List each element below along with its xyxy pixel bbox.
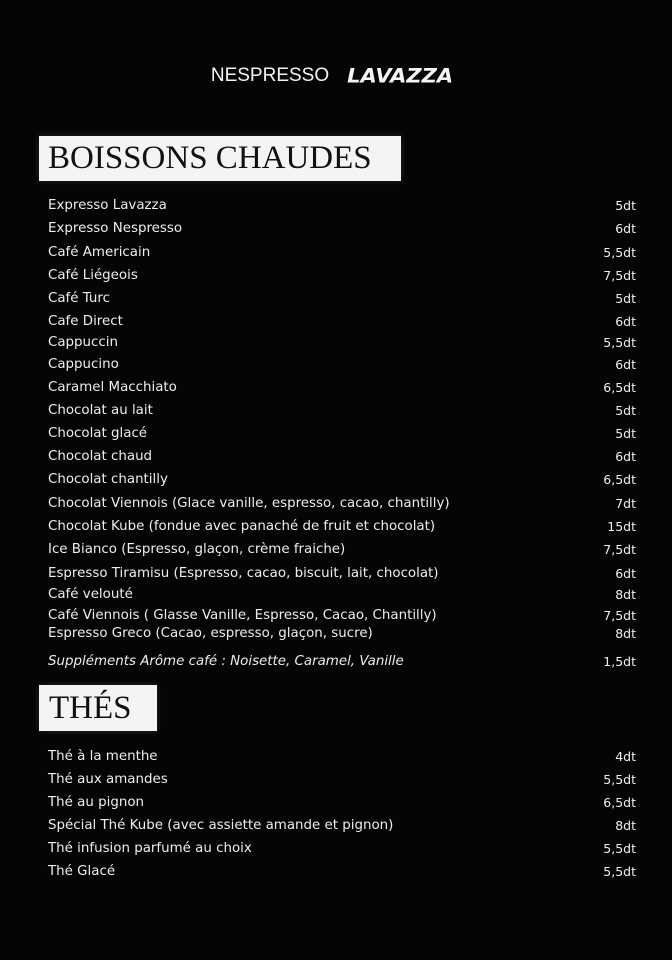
menu-item [48,421,638,441]
menu-item [48,352,638,372]
item-price: 6dt [615,566,636,581]
item-name: Caramel Macchiato [48,380,177,395]
item-price: 6,5dt [603,795,636,810]
item-price: 5,5dt [603,864,636,879]
item-name: Expresso Lavazza [48,198,167,213]
menu-item [48,813,638,833]
item-price: 8dt [615,818,636,833]
item-price: 6dt [615,357,636,372]
menu-item [48,582,638,602]
item-price: 5,5dt [603,245,636,260]
supplement-price: 1,5dt [603,654,636,669]
item-price: 5,5dt [603,841,636,856]
item-name: Café Turc [48,291,110,306]
item-price: 4dt [615,749,636,764]
item-price: 7,5dt [603,268,636,283]
menu-item [48,603,638,623]
item-name: Thé infusion parfumé au choix [48,841,252,856]
menu-item [48,240,638,260]
item-name: Spécial Thé Kube (avec assiette amande et pignon) [48,818,394,833]
menu-item [48,375,638,395]
item-price: 5,5dt [603,772,636,787]
menu-item [48,859,638,879]
menu-item [48,561,638,581]
nespresso-logo: NESPRESSO [210,65,330,86]
item-name: Espresso Tiramisu (Espresso, cacao, biscuit, lait, chocolat) [48,566,439,581]
section-title-boissons: BOISSONS CHAUDES [39,136,401,181]
item-price: 5dt [615,403,636,418]
menu-item [48,790,638,810]
lavazza-logo: LAVAZZA [347,64,454,88]
menu-item [48,467,638,487]
item-name: Café Americain [48,245,151,260]
supplement-item [48,649,638,669]
item-name: Chocolat Viennois (Glace vanille, espresso, cacao, chantilly) [48,496,450,511]
item-price: 7dt [615,496,636,511]
menu-item [48,398,638,418]
item-name: Chocolat chaud [48,449,153,464]
menu-item [48,193,638,213]
menu-item [48,286,638,306]
item-price: 6dt [615,449,636,464]
item-price: 5dt [615,291,636,306]
item-price: 6,5dt [603,380,636,395]
menu-item [48,836,638,856]
menu-item [48,744,638,764]
item-price: 7,5dt [603,608,636,623]
item-name: Thé à la menthe [48,749,158,764]
item-price: 5,5dt [603,335,636,350]
item-price: 7,5dt [603,542,636,557]
item-name: Thé aux amandes [48,772,168,787]
menu-item [48,514,638,534]
item-price: 6,5dt [603,472,636,487]
item-name: Chocolat Kube (fondue avec panaché de fruit et chocolat) [48,519,436,534]
item-name: Cappucino [48,357,119,372]
item-price: 5dt [615,426,636,441]
brand-logos [0,64,672,88]
menu-item [48,537,638,557]
item-name: Expresso Nespresso [48,221,183,236]
item-name: Café Liégeois [48,268,138,283]
supplement-name: Suppléments Arôme café : Noisette, Caramel, Vanille [48,654,404,669]
item-name: Chocolat glacé [48,426,148,441]
item-name: Espresso Greco (Cacao, espresso, glaçon, sucre) [48,626,373,641]
menu-item [48,444,638,464]
item-price: 15dt [607,519,636,534]
menu-item [48,309,638,329]
item-name: Chocolat au lait [48,403,153,418]
item-price: 8dt [615,626,636,641]
item-name: Café Viennois ( Glasse Vanille, Espresso, Cacao, Chantilly) [48,608,437,623]
item-name: Café velouté [48,587,133,602]
item-name: Chocolat chantilly [48,472,168,487]
menu-item [48,263,638,283]
item-price: 5dt [615,198,636,213]
menu-item [48,216,638,236]
item-name: Cappuccin [48,335,118,350]
item-price: 6dt [615,314,636,329]
item-name: Cafe Direct [48,314,123,329]
menu-item [48,767,638,787]
menu-item [48,491,638,511]
item-name: Ice Bianco (Espresso, glaçon, crème fraiche) [48,542,346,557]
item-name: Thé au pignon [48,795,144,810]
item-price: 6dt [615,221,636,236]
menu-item [48,330,638,350]
menu-item [48,621,638,641]
section-title-thes: THÉS [39,685,157,731]
item-price: 8dt [615,587,636,602]
item-name: Thé Glacé [48,864,116,879]
